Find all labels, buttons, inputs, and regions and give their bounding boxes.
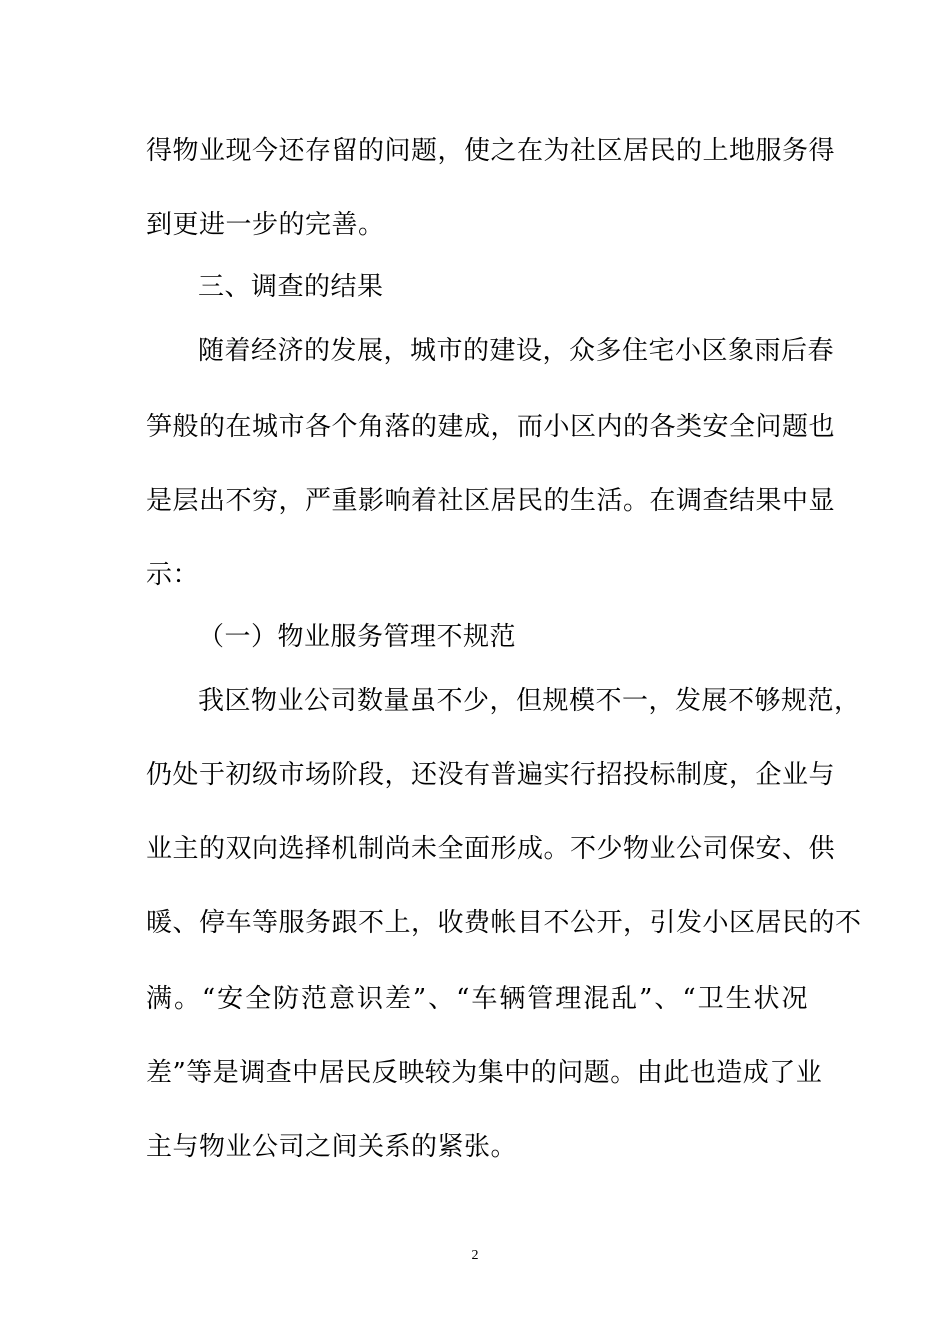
paragraph-line: 业主的双向选择机制尚未全面形成。不少物业公司保安、供	[146, 834, 836, 864]
paragraph-line: 到更进一步的完善。	[146, 210, 385, 240]
paragraph-line: 随着经济的发展，城市的建设，众多住宅小区象雨后春	[198, 336, 835, 366]
paragraph-line: 是层出不穷，严重影响着社区居民的生活。在调查结果中显	[146, 486, 836, 516]
page-number: 2	[471, 1248, 479, 1263]
paragraph-line: 主与物业公司之间关系的紧张。	[146, 1132, 518, 1162]
paragraph-line: 示：	[146, 560, 200, 590]
paragraph-line: 暖、停车等服务跟不上，收费帐目不公开，引发小区居民的不	[146, 908, 862, 938]
paragraph-line: 得物业现今还存留的问题，使之在为社区居民的上地服务得	[146, 136, 836, 166]
paragraph-line: 笋般的在城市各个角落的建成，而小区内的各类安全问题也	[146, 412, 836, 442]
paragraph-line: 满。“安全防范意识差”、“车辆管理混乱”、“卫生状况	[146, 984, 808, 1014]
paragraph-line: 差”等是调查中居民反映较为集中的问题。由此也造成了业	[146, 1058, 823, 1088]
section-heading: 三、调查的结果	[198, 272, 384, 302]
paragraph-line: 我区物业公司数量虽不少，但规模不一，发展不够规范，	[198, 686, 861, 716]
subsection-heading: （一）物业服务管理不规范	[198, 622, 517, 652]
paragraph-line: 仍处于初级市场阶段，还没有普遍实行招投标制度，企业与	[146, 760, 836, 790]
